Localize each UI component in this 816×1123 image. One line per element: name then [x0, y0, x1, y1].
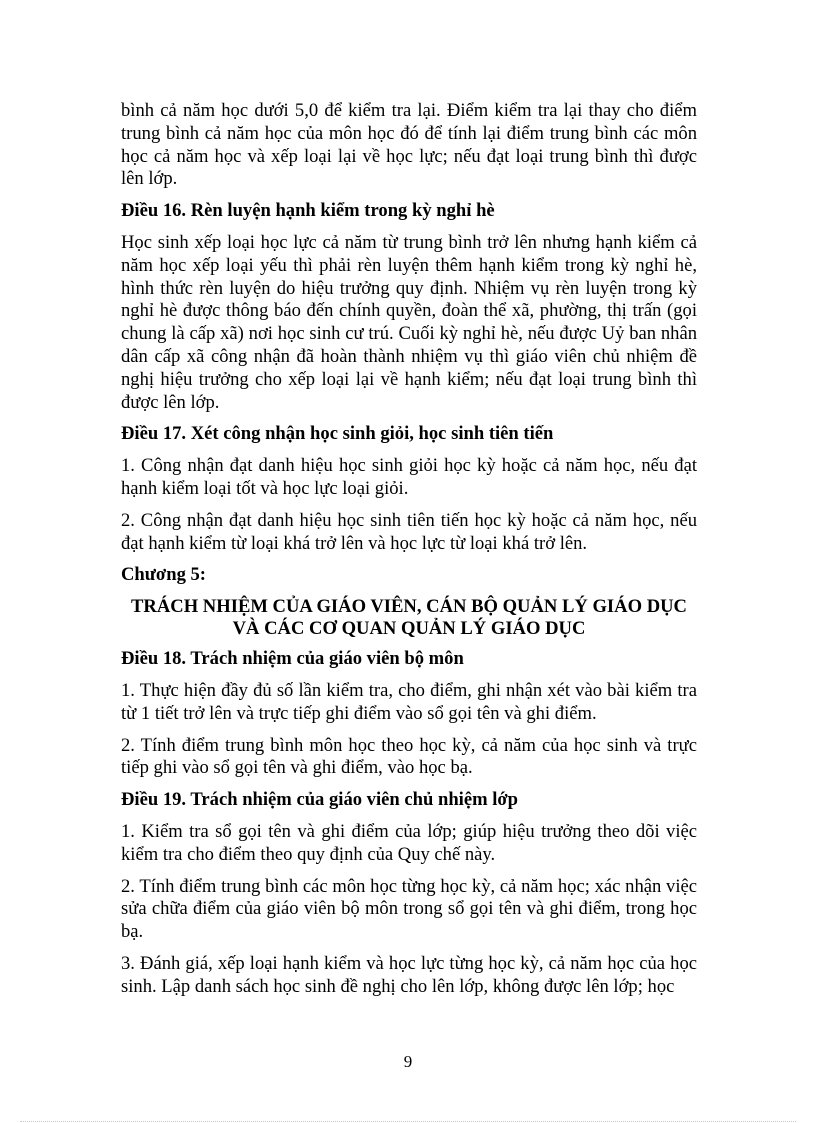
chapter-title: TRÁCH NHIỆM CỦA GIÁO VIÊN, CÁN BỘ QUẢN LÝ GIÁO DỤC VÀ CÁC CƠ QUAN QUẢN LÝ GIÁO DỤC	[131, 596, 687, 639]
paragraph-article-17-item-2: 2. Công nhận đạt danh hiệu học sinh tiên tiến học kỳ hoặc cả năm học, nếu đạt hạnh kiểm từ loại khá trở lên và học lực từ loại khá trở lên.	[121, 509, 697, 554]
paragraph-article-17-item-1: 1. Công nhận đạt danh hiệu học sinh giỏi học kỳ hoặc cả năm học, nếu đạt hạnh kiểm loại tốt và học lực loại giỏi.	[121, 455, 697, 499]
paragraph-article-18-item-1: 1. Thực hiện đầy đủ số lần kiểm tra, cho điểm, ghi nhận xét vào bài kiểm tra từ 1 tiết trở lên và trực tiếp ghi điểm vào sổ gọi tên và ghi điểm.	[121, 679, 697, 724]
paragraph-article-19-item-2: 2. Tính điểm trung bình các môn học từng học kỳ, cả năm học; xác nhận việc sửa chữa điểm của giáo viên bộ môn trong sổ gọi tên và ghi điểm, trong học bạ.	[121, 875, 697, 943]
heading-article-16: Điều 16. Rèn luyện hạnh kiểm trong kỳ nghỉ hè	[121, 200, 495, 222]
paragraph-article-19-item-1: 1. Kiểm tra sổ gọi tên và ghi điểm của lớp; giúp hiệu trưởng theo dõi việc kiểm tra cho điểm theo quy định của Quy chế này.	[121, 820, 697, 865]
page-content	[121, 100, 697, 1008]
paragraph-article-19-item-3: 3. Đánh giá, xếp loại hạnh kiểm và học lực từng học kỳ, cả năm học của học sinh. Lập danh sách học sinh đề nghị cho lên lớp, không được lên lớp; học	[121, 952, 697, 997]
heading-article-17: Điều 17. Xét công nhận học sinh giỏi, học sinh tiên tiến	[121, 423, 554, 445]
paragraph-article-16: Học sinh xếp loại học lực cả năm từ trung bình trở lên nhưng hạnh kiểm cả năm học xếp loại yếu thì phải rèn luyện thêm hạnh kiểm trong kỳ nghỉ hè, hình thức rèn luyện do hiệu trưởng quy định. Nhiệm vụ rèn luyện trong kỳ nghỉ hè được thông báo đến chính quyền, đoàn thể xã, phường, thị trấn (gọi chung là cấp xã) nơi học sinh cư trú. Cuối kỳ nghỉ hè, nếu được Uỷ ban nhân dân cấp xã công nhận đã hoàn thành nhiệm vụ thì giáo viên chủ nhiệm đề nghị hiệu trưởng cho xếp loại lại về hạnh kiểm; nếu đạt loại trung bình thì được lên lớp.	[121, 231, 697, 413]
heading-article-19: Điều 19. Trách nhiệm của giáo viên chủ nhiệm lớp	[121, 789, 519, 811]
heading-article-18: Điều 18. Trách nhiệm của giáo viên bộ môn	[121, 648, 464, 670]
paragraph-article-18-item-2: 2. Tính điểm trung bình môn học theo học kỳ, cả năm của học sinh và trực tiếp ghi vào sổ gọi tên và ghi điểm, vào học bạ.	[121, 734, 697, 779]
paragraph-continuation: bình cả năm học dưới 5,0 để kiểm tra lại. Điểm kiểm tra lại thay cho điểm trung bình cả năm học của môn học đó để tính lại điểm trung bình các môn học cả năm học và xếp loại lại về học lực; nếu đạt loại trung bình thì được lên lớp.	[121, 100, 697, 190]
page-number: 9	[403, 1052, 413, 1071]
chapter-label: Chương 5:	[121, 564, 206, 586]
page-bottom-divider	[20, 1121, 796, 1122]
